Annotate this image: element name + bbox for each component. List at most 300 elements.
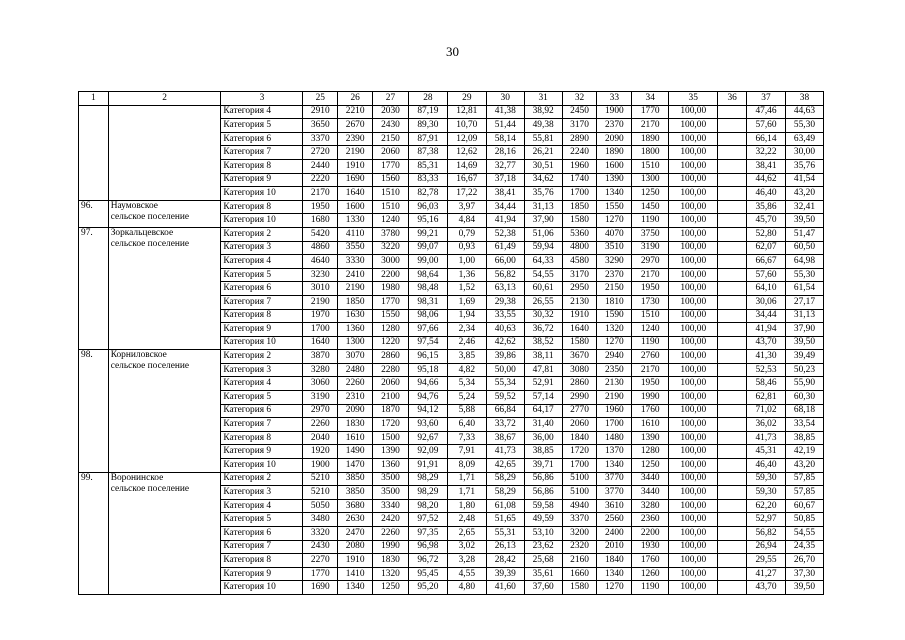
value-cell: 55,90	[785, 377, 823, 391]
value-cell: 3290	[597, 255, 632, 269]
value-cell: 8,09	[447, 459, 486, 473]
value-cell: 30,00	[785, 146, 823, 160]
category-cell: Категория 7	[221, 418, 303, 432]
value-cell: 1910	[338, 554, 373, 568]
value-cell: 1770	[303, 567, 338, 581]
value-cell: 98,29	[408, 472, 447, 486]
value-cell	[718, 363, 747, 377]
value-cell: 0,79	[447, 227, 486, 241]
value-cell: 5100	[562, 472, 597, 486]
value-cell: 3200	[562, 527, 597, 541]
value-cell: 1840	[597, 554, 632, 568]
value-cell: 37,30	[785, 567, 823, 581]
value-cell: 98,20	[408, 499, 447, 513]
value-cell: 51,44	[486, 119, 524, 133]
column-header: 37	[747, 92, 786, 106]
settlement-name-line: Зоркальцевское	[110, 227, 174, 238]
value-cell: 40,63	[486, 323, 524, 337]
value-cell: 82,78	[408, 187, 447, 201]
value-cell: 1300	[338, 336, 373, 350]
value-cell: 1770	[373, 295, 409, 309]
value-cell: 60,50	[785, 241, 823, 255]
value-cell: 1900	[597, 105, 632, 119]
value-cell: 35,76	[524, 187, 562, 201]
value-cell: 0,93	[447, 241, 486, 255]
value-cell: 41,73	[486, 445, 524, 459]
value-cell: 1720	[562, 445, 597, 459]
value-cell: 4,80	[447, 581, 486, 595]
column-header: 30	[486, 92, 524, 106]
value-cell: 1,80	[447, 499, 486, 513]
value-cell: 12,62	[447, 146, 486, 160]
value-cell: 51,06	[524, 227, 562, 241]
value-cell: 36,00	[524, 431, 562, 445]
value-cell: 2,46	[447, 336, 486, 350]
value-cell: 3610	[597, 499, 632, 513]
value-cell: 58,29	[486, 486, 524, 500]
value-cell: 2190	[338, 282, 373, 296]
value-cell: 38,41	[747, 159, 786, 173]
value-cell: 5,88	[447, 404, 486, 418]
value-cell: 47,46	[747, 105, 786, 119]
value-cell: 2890	[562, 132, 597, 146]
value-cell: 38,67	[486, 431, 524, 445]
value-cell: 41,30	[747, 350, 786, 364]
value-cell: 4640	[303, 255, 338, 269]
value-cell: 2260	[338, 377, 373, 391]
settlement-name	[108, 350, 221, 472]
value-cell: 100,00	[669, 431, 718, 445]
value-cell: 43,20	[785, 187, 823, 201]
value-cell: 1720	[373, 418, 409, 432]
value-cell: 1,36	[447, 268, 486, 282]
table-row	[79, 350, 824, 364]
value-cell: 43,70	[747, 581, 786, 595]
value-cell: 71,02	[747, 404, 786, 418]
value-cell: 12,81	[447, 105, 486, 119]
value-cell: 46,40	[747, 459, 786, 473]
column-header: 3	[221, 92, 303, 106]
value-cell: 1950	[632, 282, 669, 296]
value-cell: 4,82	[447, 363, 486, 377]
row-number: 98.	[79, 350, 109, 472]
value-cell: 3370	[303, 132, 338, 146]
settlement-name	[108, 200, 221, 227]
value-cell: 97,54	[408, 336, 447, 350]
category-cell: Категория 8	[221, 309, 303, 323]
value-cell: 1330	[338, 214, 373, 228]
value-cell: 5420	[303, 227, 338, 241]
category-cell: Категория 2	[221, 350, 303, 364]
category-cell: Категория 6	[221, 404, 303, 418]
value-cell: 5050	[303, 499, 338, 513]
value-cell: 100,00	[669, 554, 718, 568]
value-cell: 2670	[338, 119, 373, 133]
value-cell: 99,00	[408, 255, 447, 269]
value-cell: 37,60	[524, 581, 562, 595]
table-row	[79, 227, 824, 241]
value-cell: 95,18	[408, 363, 447, 377]
value-cell: 56,86	[524, 472, 562, 486]
value-cell	[718, 159, 747, 173]
value-cell: 100,00	[669, 295, 718, 309]
value-cell: 89,30	[408, 119, 447, 133]
value-cell: 1390	[597, 173, 632, 187]
column-header: 28	[408, 92, 447, 106]
value-cell: 100,00	[669, 567, 718, 581]
value-cell: 1580	[562, 336, 597, 350]
value-cell: 3770	[597, 472, 632, 486]
value-cell: 33,55	[486, 309, 524, 323]
value-cell: 1190	[632, 214, 669, 228]
value-cell	[718, 554, 747, 568]
value-cell: 61,08	[486, 499, 524, 513]
value-cell: 1700	[562, 459, 597, 473]
value-cell: 3330	[338, 255, 373, 269]
value-cell: 1800	[632, 146, 669, 160]
value-cell	[718, 404, 747, 418]
value-cell: 38,85	[785, 431, 823, 445]
value-cell: 23,62	[524, 540, 562, 554]
value-cell: 2270	[303, 554, 338, 568]
value-cell: 1850	[338, 295, 373, 309]
value-cell: 1700	[303, 323, 338, 337]
value-cell: 1190	[632, 336, 669, 350]
value-cell: 100,00	[669, 173, 718, 187]
value-cell: 2350	[597, 363, 632, 377]
category-cell: Категория 10	[221, 581, 303, 595]
value-cell: 85,31	[408, 159, 447, 173]
value-cell: 1600	[597, 159, 632, 173]
value-cell: 1690	[338, 173, 373, 187]
value-cell: 2130	[562, 295, 597, 309]
value-cell: 100,00	[669, 159, 718, 173]
value-cell: 2860	[562, 377, 597, 391]
value-cell: 62,20	[747, 499, 786, 513]
value-cell: 5100	[562, 486, 597, 500]
value-cell: 92,09	[408, 445, 447, 459]
value-cell: 1260	[632, 567, 669, 581]
value-cell: 3190	[303, 391, 338, 405]
value-cell: 58,14	[486, 132, 524, 146]
value-cell: 57,60	[747, 119, 786, 133]
value-cell: 38,85	[524, 445, 562, 459]
value-cell: 32,22	[747, 146, 786, 160]
value-cell	[718, 445, 747, 459]
value-cell: 49,59	[524, 513, 562, 527]
settlement-name-line: Воронинское	[110, 472, 164, 483]
value-cell: 100,00	[669, 336, 718, 350]
category-cell: Категория 7	[221, 540, 303, 554]
value-cell: 1320	[597, 323, 632, 337]
value-cell: 1240	[373, 214, 409, 228]
value-cell	[718, 241, 747, 255]
value-cell: 37,90	[524, 214, 562, 228]
value-cell	[718, 227, 747, 241]
value-cell: 52,80	[747, 227, 786, 241]
value-cell: 26,70	[785, 554, 823, 568]
value-cell: 100,00	[669, 255, 718, 269]
table-row	[79, 105, 824, 119]
header-row	[79, 92, 824, 106]
value-cell: 2430	[303, 540, 338, 554]
value-cell: 44,63	[785, 105, 823, 119]
value-cell: 3680	[338, 499, 373, 513]
value-cell: 4800	[562, 241, 597, 255]
value-cell: 47,81	[524, 363, 562, 377]
value-cell: 95,16	[408, 214, 447, 228]
value-cell: 2360	[632, 513, 669, 527]
column-header: 31	[524, 92, 562, 106]
column-header: 33	[597, 92, 632, 106]
value-cell: 28,16	[486, 146, 524, 160]
category-cell: Категория 5	[221, 513, 303, 527]
value-cell: 4,55	[447, 567, 486, 581]
value-cell: 100,00	[669, 404, 718, 418]
value-cell: 1640	[303, 336, 338, 350]
category-cell: Категория 10	[221, 336, 303, 350]
value-cell: 100,00	[669, 241, 718, 255]
value-cell: 1900	[303, 459, 338, 473]
value-cell: 57,85	[785, 486, 823, 500]
value-cell: 1510	[373, 187, 409, 201]
value-cell	[718, 418, 747, 432]
value-cell: 3510	[597, 241, 632, 255]
value-cell: 2060	[373, 377, 409, 391]
column-header: 27	[373, 92, 409, 106]
value-cell: 41,38	[486, 105, 524, 119]
category-cell: Категория 10	[221, 187, 303, 201]
value-cell: 4580	[562, 255, 597, 269]
value-cell: 2,65	[447, 527, 486, 541]
value-cell: 1960	[597, 404, 632, 418]
value-cell: 33,54	[785, 418, 823, 432]
value-cell: 39,50	[785, 336, 823, 350]
value-cell: 97,66	[408, 323, 447, 337]
row-number	[79, 105, 109, 200]
value-cell: 1490	[338, 445, 373, 459]
value-cell	[718, 295, 747, 309]
value-cell: 44,62	[747, 173, 786, 187]
category-cell: Категория 9	[221, 173, 303, 187]
value-cell: 1340	[597, 187, 632, 201]
value-cell: 3850	[338, 486, 373, 500]
column-header: 38	[785, 92, 823, 106]
value-cell: 29,55	[747, 554, 786, 568]
value-cell: 1890	[597, 146, 632, 160]
value-cell: 16,67	[447, 173, 486, 187]
value-cell: 3080	[562, 363, 597, 377]
value-cell: 1660	[562, 567, 597, 581]
value-cell: 83,33	[408, 173, 447, 187]
value-cell: 55,34	[486, 377, 524, 391]
category-cell: Категория 7	[221, 295, 303, 309]
value-cell: 2370	[597, 119, 632, 133]
value-cell: 1830	[338, 418, 373, 432]
value-cell: 96,03	[408, 200, 447, 214]
data-table	[78, 91, 824, 595]
value-cell: 61,54	[785, 282, 823, 296]
value-cell: 37,90	[785, 323, 823, 337]
value-cell: 31,13	[785, 309, 823, 323]
value-cell: 100,00	[669, 282, 718, 296]
value-cell: 54,55	[524, 268, 562, 282]
value-cell: 43,70	[747, 336, 786, 350]
value-cell: 55,81	[524, 132, 562, 146]
table-body	[79, 105, 824, 594]
value-cell: 1760	[632, 554, 669, 568]
value-cell	[718, 513, 747, 527]
value-cell	[718, 499, 747, 513]
value-cell: 1770	[632, 105, 669, 119]
value-cell: 5,34	[447, 377, 486, 391]
value-cell: 2060	[373, 146, 409, 160]
value-cell	[718, 540, 747, 554]
value-cell: 38,11	[524, 350, 562, 364]
value-cell	[718, 350, 747, 364]
column-header: 1	[79, 92, 109, 106]
value-cell: 52,91	[524, 377, 562, 391]
value-cell: 3780	[373, 227, 409, 241]
value-cell: 96,98	[408, 540, 447, 554]
value-cell	[718, 132, 747, 146]
value-cell	[718, 459, 747, 473]
value-cell: 2950	[562, 282, 597, 296]
value-cell: 45,70	[747, 214, 786, 228]
value-cell: 66,67	[747, 255, 786, 269]
value-cell: 7,33	[447, 431, 486, 445]
value-cell: 2320	[562, 540, 597, 554]
category-cell: Категория 6	[221, 527, 303, 541]
value-cell: 1340	[597, 567, 632, 581]
value-cell: 2760	[632, 350, 669, 364]
value-cell: 100,00	[669, 323, 718, 337]
value-cell: 2190	[597, 391, 632, 405]
value-cell: 3,28	[447, 554, 486, 568]
value-cell: 2200	[373, 268, 409, 282]
value-cell: 1390	[632, 431, 669, 445]
value-cell: 2430	[373, 119, 409, 133]
value-cell: 37,18	[486, 173, 524, 187]
value-cell: 2770	[562, 404, 597, 418]
value-cell: 62,81	[747, 391, 786, 405]
value-cell: 34,62	[524, 173, 562, 187]
value-cell: 3320	[303, 527, 338, 541]
value-cell: 2310	[338, 391, 373, 405]
value-cell: 52,97	[747, 513, 786, 527]
value-cell: 3550	[338, 241, 373, 255]
value-cell: 1390	[373, 445, 409, 459]
value-cell: 1560	[373, 173, 409, 187]
value-cell: 1550	[373, 309, 409, 323]
value-cell	[718, 567, 747, 581]
value-cell: 1,71	[447, 472, 486, 486]
value-cell: 1300	[632, 173, 669, 187]
value-cell: 56,82	[747, 527, 786, 541]
value-cell: 1890	[632, 132, 669, 146]
value-cell: 58,46	[747, 377, 786, 391]
value-cell: 100,00	[669, 105, 718, 119]
row-number: 97.	[79, 227, 109, 349]
value-cell: 2440	[303, 159, 338, 173]
value-cell: 100,00	[669, 132, 718, 146]
category-cell: Категория 4	[221, 255, 303, 269]
value-cell: 61,49	[486, 241, 524, 255]
value-cell: 1610	[338, 431, 373, 445]
value-cell: 34,44	[747, 309, 786, 323]
value-cell: 100,00	[669, 214, 718, 228]
value-cell: 3480	[303, 513, 338, 527]
settlement-name-line: сельское поселение	[110, 211, 190, 222]
value-cell: 51,65	[486, 513, 524, 527]
value-cell	[718, 119, 747, 133]
value-cell: 1250	[373, 581, 409, 595]
value-cell: 2260	[303, 418, 338, 432]
value-cell: 41,94	[747, 323, 786, 337]
value-cell: 66,00	[486, 255, 524, 269]
value-cell: 3230	[303, 268, 338, 282]
value-cell: 34,44	[486, 200, 524, 214]
value-cell: 95,45	[408, 567, 447, 581]
value-cell	[718, 146, 747, 160]
value-cell: 3,02	[447, 540, 486, 554]
value-cell: 100,00	[669, 187, 718, 201]
category-cell: Категория 8	[221, 431, 303, 445]
value-cell: 1760	[632, 404, 669, 418]
value-cell: 1580	[562, 214, 597, 228]
value-cell: 52,38	[486, 227, 524, 241]
value-cell: 1220	[373, 336, 409, 350]
category-cell: Категория 5	[221, 119, 303, 133]
value-cell: 42,62	[486, 336, 524, 350]
value-cell: 2200	[632, 527, 669, 541]
value-cell: 1640	[562, 323, 597, 337]
value-cell: 57,14	[524, 391, 562, 405]
value-cell: 1810	[597, 295, 632, 309]
value-cell: 1590	[597, 309, 632, 323]
value-cell: 1770	[373, 159, 409, 173]
value-cell: 1580	[562, 581, 597, 595]
value-cell: 3500	[373, 472, 409, 486]
settlement-name-line: сельское поселение	[110, 238, 190, 249]
value-cell	[718, 391, 747, 405]
value-cell: 1250	[632, 459, 669, 473]
value-cell: 1920	[303, 445, 338, 459]
value-cell: 1630	[338, 309, 373, 323]
value-cell: 2130	[597, 377, 632, 391]
value-cell: 100,00	[669, 350, 718, 364]
category-cell: Категория 4	[221, 377, 303, 391]
value-cell: 1370	[597, 445, 632, 459]
value-cell: 35,61	[524, 567, 562, 581]
value-cell: 2170	[632, 119, 669, 133]
value-cell: 2090	[338, 404, 373, 418]
value-cell: 60,61	[524, 282, 562, 296]
value-cell: 100,00	[669, 119, 718, 133]
value-cell	[718, 486, 747, 500]
category-cell: Категория 10	[221, 459, 303, 473]
value-cell: 64,10	[747, 282, 786, 296]
column-header: 32	[562, 92, 597, 106]
value-cell: 87,19	[408, 105, 447, 119]
value-cell: 30,32	[524, 309, 562, 323]
value-cell: 3850	[338, 472, 373, 486]
value-cell	[718, 268, 747, 282]
value-cell: 99,07	[408, 241, 447, 255]
settlement-name-line: сельское поселение	[110, 483, 190, 494]
category-cell: Категория 5	[221, 268, 303, 282]
value-cell: 100,00	[669, 499, 718, 513]
